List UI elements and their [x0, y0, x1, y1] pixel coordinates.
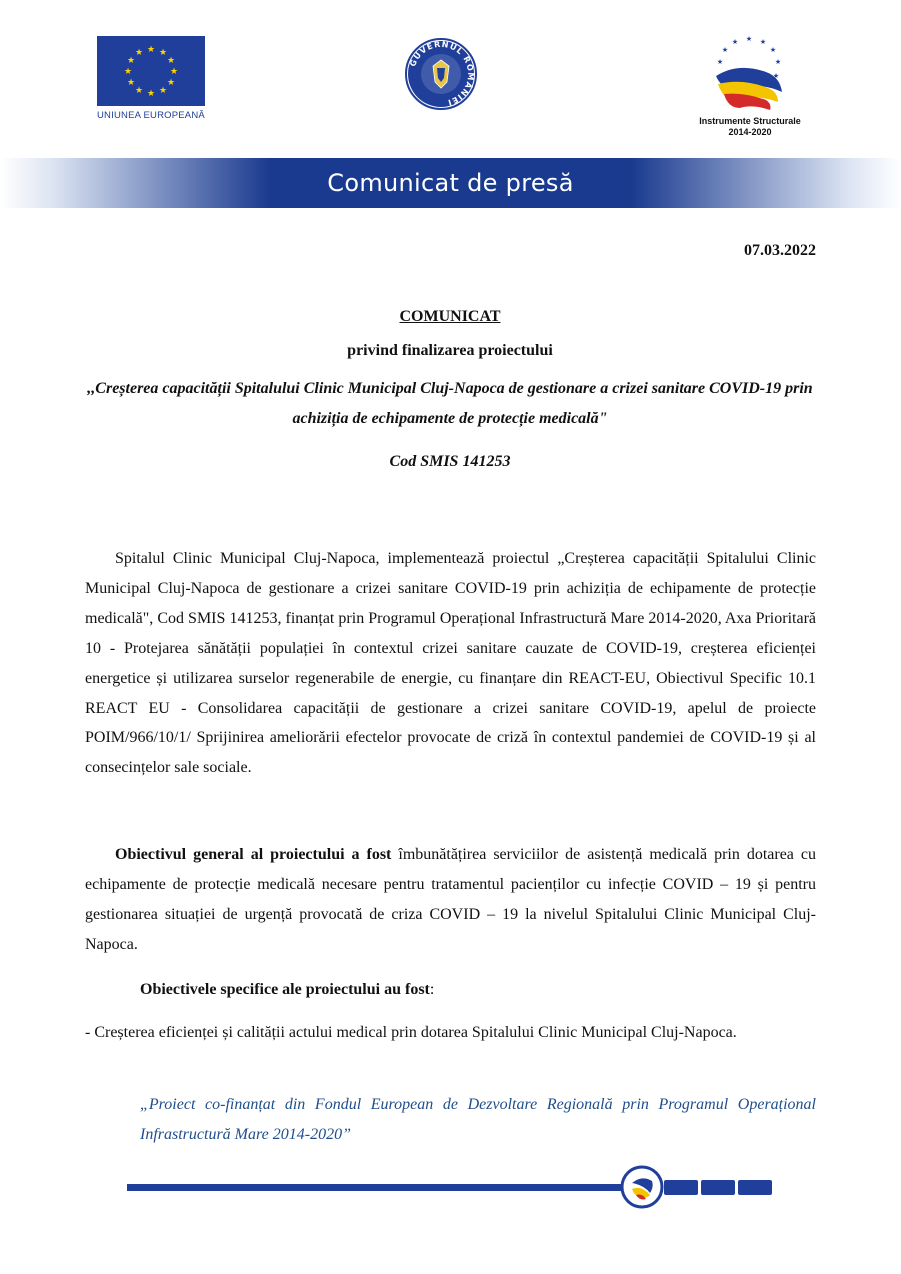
- svg-text:★: ★: [169, 67, 179, 77]
- svg-text:★: ★: [731, 38, 739, 46]
- svg-text:★: ★: [146, 45, 156, 55]
- smis-code: Cod SMIS 141253: [389, 453, 511, 470]
- eu-flag-logo: [97, 36, 205, 106]
- paragraph-general-objective: [85, 840, 816, 960]
- is-label-line1: Instrumente Structurale: [699, 116, 801, 126]
- poim-footer-logo: [620, 1165, 664, 1209]
- specific-objectives-colon: :: [429, 981, 435, 998]
- svg-text:★: ★: [759, 38, 767, 46]
- svg-text:★: ★: [166, 78, 176, 88]
- svg-text:★: ★: [166, 56, 176, 66]
- general-objective-label: Obiectivul general al proiectului a fost: [115, 846, 392, 863]
- specific-objectives-heading: [140, 981, 434, 999]
- paragraph-implementation: Spitalul Clinic Municipal Cluj-Napoca, implementează proiectul „Creșterea capacității Spitalului Clinic Municipal Cluj-Napoca de gestionare a crizei sanitare COVID-19 prin achiziția de echipamente de protecție medicală", Cod SMIS 141253, finanțat prin Programul Operațional Infrastructură Mare 2014-2020, Axa Prioritară 10 - Protejarea sănătății populației în contextul crizei sanitare cauzate de COVID-19, creșterea eficienței energetice și utilizarea surselor regenerabile de energie, cu finanțare din REACT-EU, Obiectivul Specific 10.1 REACT EU - Consolidarea capacității de gestionare a crizei sanitare COVID-19, apelul de proiecte POIM/966/10/1/ Sprijinirea ameliorării efectelor provocate de criză în contextul pandemiei de COVID-19 și al consecințelor sale sociale.: [85, 550, 816, 777]
- svg-text:★: ★: [146, 89, 156, 99]
- structural-instruments-logo: [708, 32, 790, 114]
- project-title: ,,Creșterea capacității Spitalului Clinic Municipal Cluj-Napoca de gestionare a crizei sanitare COVID-19 prin achiziția de echipamente de protecție medicală": [87, 380, 813, 427]
- footer-block: [738, 1180, 772, 1195]
- structural-instruments-label: [690, 116, 810, 138]
- svg-text:★: ★: [126, 56, 136, 66]
- document-date: 07.03.2022: [744, 242, 816, 259]
- footer-blocks: [664, 1180, 772, 1195]
- svg-text:★: ★: [769, 46, 777, 54]
- footer-block: [664, 1180, 698, 1195]
- heading-comunicat: COMUNICAT: [399, 308, 501, 325]
- svg-text:★: ★: [134, 48, 144, 58]
- is-label-line2: 2014-2020: [728, 127, 772, 137]
- footer-block: [701, 1180, 735, 1195]
- footer-line: [127, 1184, 625, 1191]
- specific-objectives-label: Obiectivele specifice ale proiectului au fost: [140, 981, 430, 998]
- heading-privind: privind finalizarea proiectului: [347, 342, 553, 359]
- svg-text:★: ★: [721, 46, 729, 54]
- banner-title: Comunicat de presă: [327, 169, 574, 197]
- svg-text:★: ★: [126, 78, 136, 88]
- svg-text:★: ★: [123, 67, 133, 77]
- svg-text:★: ★: [158, 48, 168, 58]
- svg-text:★: ★: [772, 72, 780, 80]
- svg-text:★: ★: [158, 86, 168, 96]
- government-seal-logo: [405, 38, 477, 110]
- cofinancing-statement: „Proiect co-finanțat din Fondul European de Dezvoltare Regională prin Programul Operațional Infrastructură Mare 2014-2020”: [140, 1096, 816, 1143]
- gov-seal-text: GUVERNUL ROMÂNIEI: [408, 39, 476, 108]
- svg-text:★: ★: [716, 58, 724, 66]
- svg-text:★: ★: [745, 35, 753, 43]
- svg-text:★: ★: [134, 86, 144, 96]
- general-objective-text: îmbunătățirea serviciilor de asistență medicală prin dotarea cu echipamente de protecție medicală necesare pentru tratamentul pacienților cu infecție COVID – 19 și pentru gestionarea situației de urgență provocată de criza COVID – 19 la nivelul Spitalului Clinic Municipal Cluj-Napoca.: [85, 846, 816, 953]
- specific-objective-item: - Creșterea eficienței și calității actului medical prin dotarea Spitalului Clinic Municipal Cluj-Napoca.: [85, 1024, 737, 1041]
- eu-label: UNIUNEA EUROPEANĂ: [97, 110, 205, 121]
- svg-text:★: ★: [774, 58, 782, 66]
